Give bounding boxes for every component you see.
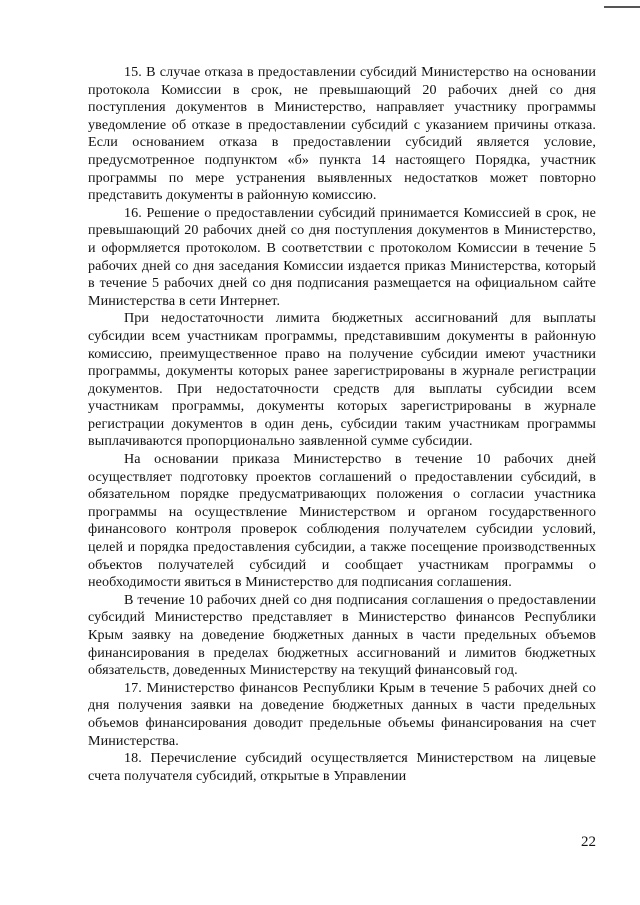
document-page — [88, 64, 596, 785]
paragraph-17: 17. Министерство финансов Республики Крым в течение 5 рабочих дней со дня получения заявки на доведение бюджетных данных в части предельных объемов финансирования доводит предельные объемы финансирования на счет Министерства. — [88, 679, 596, 749]
paragraph-15: 15. В случае отказа в предоставлении субсидий Министерство на основании протокола Комиссии в срок, не превышающий 20 рабочих дней со дня поступления документов в Министерство, направляет участнику программы уведомление об отказе в предоставлении субсидий с указанием причины отказа. Если основанием отказа в предоставлении субсидий является условие, предусмотренное подпунктом «б» пункта 14 настоящего Порядка, участник программы по мере устранения выявленных недостатков может повторно представить документы в районную комиссию. — [88, 64, 596, 204]
paragraph-budget-limit: При недостаточности лимита бюджетных ассигнований для выплаты субсидии всем участникам программы, представившим документы в районную комиссию, преимущественное право на получение субсидии имеют участники программы, документы которых ранее зарегистрированы в журнале регистрации документов. При недостаточности средств для выплаты субсидии всем участникам программы, документы которых зарегистрированы в журнале регистрации документов в один день, субсидии таким участникам программы выплачиваются пропорционально заявленной сумме субсидии. — [88, 310, 596, 450]
paragraph-within-10-days: В течение 10 рабочих дней со дня подписания соглашения о предоставлении субсидий Министерство представляет в Министерство финансов Республики Крым заявку на доведение бюджетных данных в части предельных объемов финансирования в пределах бюджетных ассигнований и лимитов бюджетных обязательств, доведенных Министерству на текущий финансовый год. — [88, 591, 596, 679]
paragraph-18: 18. Перечисление субсидий осуществляется Министерством на лицевые счета получателя субсидий, открытые в Управлении — [88, 750, 596, 784]
paragraph-order-basis: На основании приказа Министерство в течение 10 рабочих дней осуществляет подготовку проектов соглашений о предоставлении субсидий, в обязательном порядке предусматривающих положения о согласии участника программы на осуществление Министерством и органом государственного финансового контроля проверок соблюдения получателем субсидии условий, целей и порядка предоставления субсидии, а также посещение производственных объектов получателей субсидий и сообщает участникам программы о необходимости явиться в Министерство для подписания соглашения. — [88, 451, 596, 591]
scan-edge-mark — [604, 6, 640, 8]
paragraph-16: 16. Решение о предоставлении субсидий принимается Комиссией в срок, не превышающий 20 рабочих дней со дня поступления документов в Министерство, и оформляется протоколом. В соответствии с протоколом Комиссии в течение 5 рабочих дней со дня заседания Комиссии издается приказ Министерства, который в течение 5 рабочих дней со дня подписания размещается на официальном сайте Министерства в сети Интернет. — [88, 204, 596, 309]
page-number: 22 — [581, 834, 596, 850]
